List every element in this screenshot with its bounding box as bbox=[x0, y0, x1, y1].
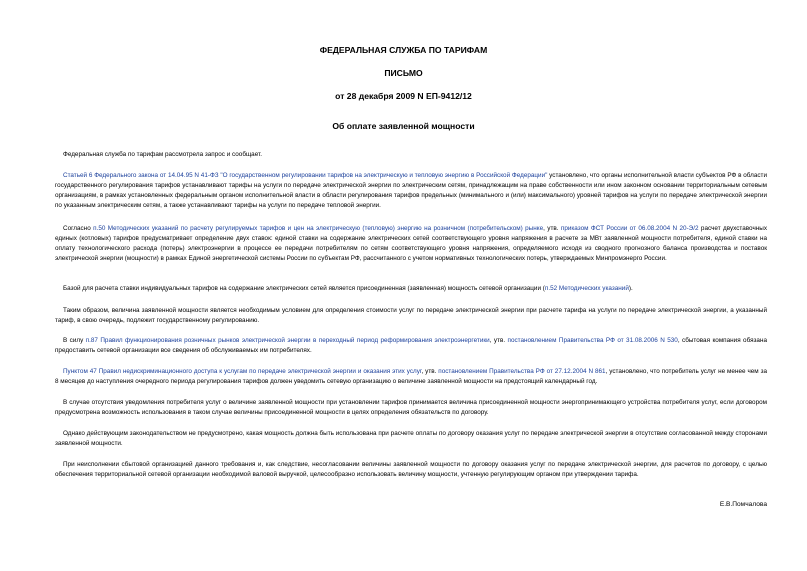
paragraph-text: В случае отсутствия уведомления потребителя услуг о величине заявленной мощности при установлении тарифов принимается величина присоединенной мощности энергопринимающего устройства потребителя услуг, если договором предусмотрена возможность использования в таком случае величины присоединенной мощности в целях определения обязательств по договору. bbox=[55, 399, 767, 417]
paragraph-intro-text: Федеральная служба по тарифам рассмотрела запрос и сообщает. bbox=[63, 151, 262, 158]
resolution-530-link[interactable]: постановлением Правительства РФ от 31.08.2006 N 530 bbox=[507, 337, 678, 344]
paragraph-text: , установлено, что потребитель услуг не менее чем за 8 месяцев до наступления очередного периода регулирования тарифов должен уведомить сетевую организацию о величине заявленной мощности на предстоящий календарный год. bbox=[55, 368, 767, 386]
law-41fz-link[interactable]: Статьей 6 Федерального закона от 14.04.95 N 41-ФЗ "О государственном регулировании тарифов на электрическую и тепловую энергию в Российской Федерации" bbox=[63, 172, 548, 179]
paragraph-text: Базой для расчета ставки индивидуальных тарифов на содержание электрических сетей является присоединенная (заявленная) мощность сетевой организации ( bbox=[63, 285, 545, 292]
paragraph-text: , утв. bbox=[489, 337, 508, 344]
paragraph-text: ). bbox=[628, 285, 633, 292]
paragraph-access-rules bbox=[55, 367, 767, 387]
document-date-number: от 28 декабря 2009 N ЕП-9412/12 bbox=[335, 91, 472, 101]
clause-52-link[interactable]: п.52 Методических указаний bbox=[544, 285, 629, 292]
retail-rules-link[interactable]: п.87 Правил функционирования розничных рынков электрической энергии в переходный период реформирования электроэнергетики bbox=[85, 337, 490, 344]
paragraph-conclusion bbox=[55, 306, 767, 326]
paragraph-text: Таким образом, величина заявленной мощности является необходимым условием для определения стоимости услуг по передаче электрической энергии при расчете тарифа на услуги по передаче электрической энергии, а указанный тариф, в свою очередь, подлежит государственному регулированию. bbox=[55, 307, 767, 325]
agency-title: ФЕДЕРАЛЬНАЯ СЛУЖБА ПО ТАРИФАМ bbox=[319, 45, 488, 55]
paragraph-text: Однако действующим законодательством не предусмотрено, какая мощность должна быть использована при расчете оплаты по договору оказания услуг по передаче электрической энергии в отсутствие согласованной между сторонами заявленной мощности. bbox=[55, 430, 767, 448]
paragraph-intro bbox=[55, 150, 767, 160]
access-rules-link[interactable]: Пунктом 47 Правил недискриминационного доступа к услугам по передаче электрической энергии и оказания этих услуг bbox=[63, 368, 422, 375]
paragraph-retail-rules bbox=[55, 336, 767, 356]
document-type: ПИСЬМО bbox=[384, 68, 423, 78]
paragraph-legislation-gap bbox=[55, 429, 767, 449]
paragraph-text: При неисполнении сбытовой организацией данного требования и, как следствие, несогласовании величины заявленной мощности по договору оказания услуг по передаче электрической энергии, для расчетов по договору, с целью обеспечения территориальной сетевой организации необходимой валовой выручкой, целесообразно использовать величину мощности, учтенную регулирующим органом при утверждении тарифа. bbox=[55, 461, 767, 479]
fst-order-link[interactable]: приказом ФСТ России от 06.08.2004 N 20-Э/2 bbox=[560, 225, 699, 232]
paragraph-no-notification bbox=[55, 398, 767, 418]
paragraph-text: В силу bbox=[63, 337, 86, 344]
paragraph-recommendation bbox=[55, 460, 767, 480]
paragraph-text: расчет двухставочных единых (котловых) тарифов предусматривает определение двух ставок: единой ставки на содержание электрических сетей соответствующего уровня напряжения в расчете за МВт заявленной мощности потребителя, единой ставки на оплату технологического расхода (потерь) электроэнергии в процессе ее передачи потребителям по сетям соответствующего уровня напряжения, определяемого исходя из сводного прогнозного баланса производства и поставок электрической энергии (мощности) в рамках Единой энергетической системы России по субъектам РФ, рассчитанного с учетом нормативных технологических потерь, утверждаемых Минпромэнерго России. bbox=[55, 225, 767, 263]
paragraph-text: , утв. bbox=[543, 225, 561, 232]
resolution-861-link[interactable]: постановлением Правительства РФ от 27.12.2004 N 861 bbox=[438, 368, 606, 375]
document-subject: Об оплате заявленной мощности bbox=[332, 121, 475, 131]
methodical-guidelines-link[interactable]: п.50 Методических указаний по расчету регулируемых тарифов и цен на электрическую (тепловую) энергию на розничном (потребительском) рынке bbox=[93, 225, 544, 232]
paragraph-text: , утв. bbox=[421, 368, 439, 375]
paragraph-methodical-guidelines bbox=[55, 224, 767, 264]
signature: Е.В.Помчалова bbox=[719, 501, 767, 508]
paragraph-law-text: установлено, что органы исполнительной власти субъектов РФ в области государственного регулирования тарифов устанавливают тарифы на услуги по передаче электрической энергии по электрическим сетям, принадлежащим на праве собственности или ином законном основании территориальным сетевым организациям, в рамках установленных федеральным органом исполнительной власти в области регулирования тарифов предельных (минимального и (или) максимального) уровней тарифов на услуги по передаче электрической энергии по указанным электрическим сетям, а также устанавливают тарифы на услуги по передаче тепловой энергии. bbox=[55, 172, 767, 210]
paragraph-text: Согласно bbox=[63, 225, 94, 232]
paragraph-law-reference bbox=[55, 171, 767, 211]
paragraph-tariff-base bbox=[55, 284, 767, 294]
paragraph-text: , сбытовая компания обязана предоставить сетевой организации все сведения об обслуживаемых им потребителях. bbox=[55, 337, 767, 355]
